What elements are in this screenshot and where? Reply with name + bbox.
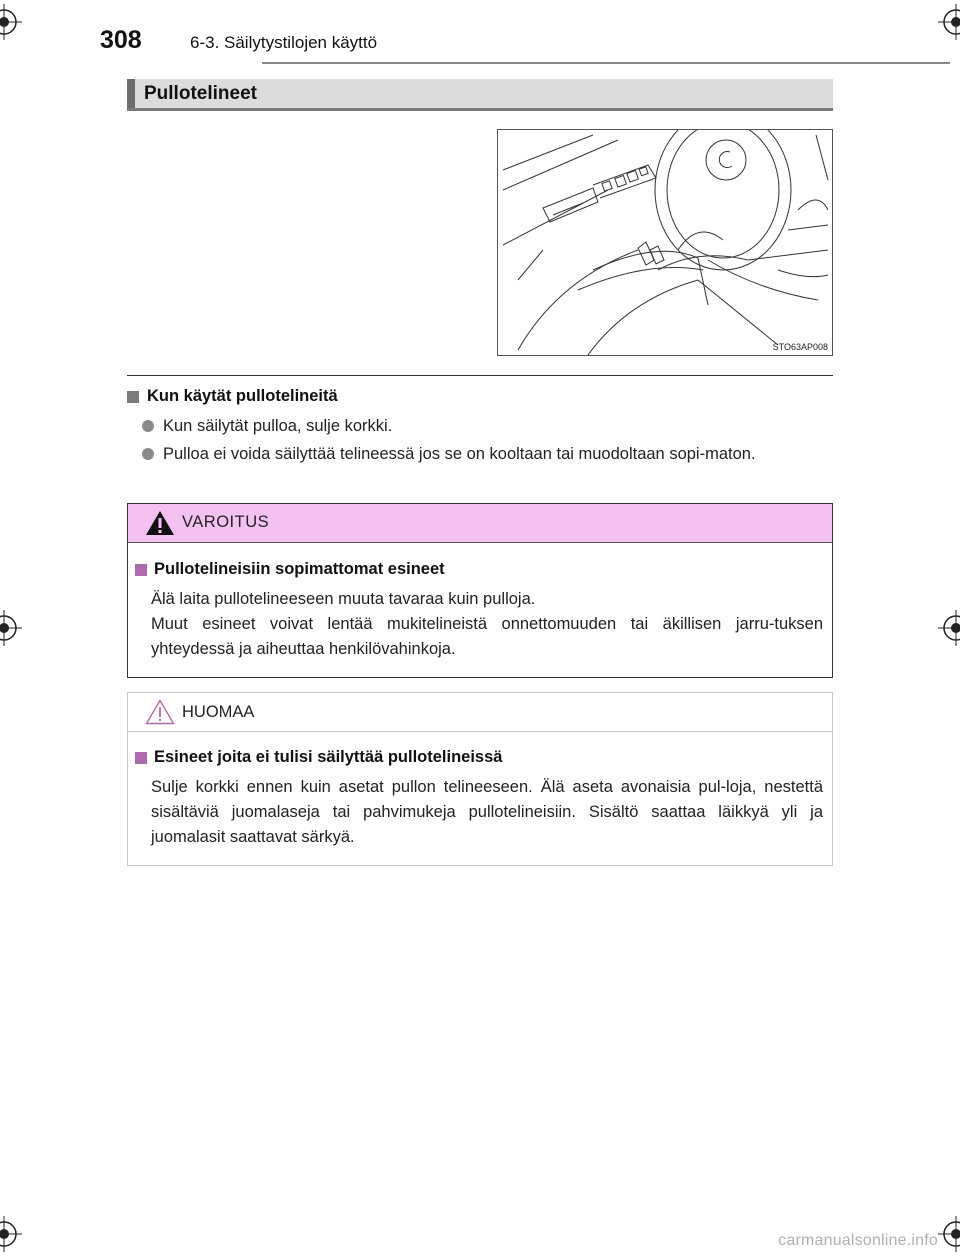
warning-triangle-icon <box>145 510 175 536</box>
notice-subheading <box>135 748 502 767</box>
car-interior-drawing <box>498 130 832 355</box>
content-divider <box>127 375 833 376</box>
notice-subheading-text: Esineet joita ei tulisi säilyttää pullotelineissä <box>154 748 503 766</box>
warning-label: VAROITUS <box>182 513 270 531</box>
registration-mark-icon <box>938 1216 960 1252</box>
notice-body: Sulje korkki ennen kuin asetat pullon telineeseen. Älä aseta avonaisia pul-loja, nestettä sisältäviä juomalaseja tai pahvimukeja pullotelineisiin. Sisältö saattaa läikkyä yli ja juomalasit saattavat särkyä. <box>151 778 823 846</box>
list-item-text: Pulloa ei voida säilyttää telineessä jos se on kooltaan tai muodoltaan sopi-maton. <box>163 445 756 463</box>
list-item-text: Kun säilytät pulloa, sulje korkki. <box>163 417 393 435</box>
warning-body <box>151 587 823 662</box>
notice-header <box>128 693 832 732</box>
usage-heading <box>127 387 338 406</box>
site-watermark: carmanualsonline.info <box>778 1232 938 1249</box>
registration-mark-icon <box>0 610 22 646</box>
section-header <box>127 79 833 111</box>
round-bullet-icon <box>142 420 154 432</box>
usage-heading-text: Kun käytät pullotelineitä <box>147 387 338 405</box>
warning-line: Muut esineet voivat lentää mukitelineistä onnettomuuden tai äkillisen jarru-tuksen yhteydessä ja aiheuttaa henkilövahinkoja. <box>151 615 823 658</box>
list-item <box>142 414 832 439</box>
caution-triangle-icon <box>145 699 175 725</box>
header-divider <box>262 62 950 64</box>
warning-box <box>127 503 833 678</box>
warning-line: Älä laita pullotelineeseen muuta tavaraa kuin pulloja. <box>151 590 536 608</box>
figure-code: STO63AP008 <box>772 342 828 352</box>
warning-subheading-text: Pullotelineisiin sopimattomat esineet <box>154 560 445 578</box>
section-title: Pullotelineet <box>144 83 257 104</box>
square-bullet-icon <box>127 391 139 403</box>
chapter-title: 6-3. Säilytystilojen käyttö <box>190 33 378 52</box>
registration-mark-icon <box>938 610 960 646</box>
notice-box <box>127 692 833 866</box>
round-bullet-icon <box>142 448 154 460</box>
square-bullet-icon <box>135 564 147 576</box>
page-number: 308 <box>100 26 142 54</box>
section-accent <box>127 79 135 108</box>
illustration <box>497 129 833 356</box>
registration-mark-icon <box>938 4 960 40</box>
list-item <box>142 442 832 467</box>
warning-subheading <box>135 560 445 579</box>
registration-mark-icon <box>0 1216 22 1252</box>
notice-label: HUOMAA <box>182 703 255 721</box>
warning-header <box>128 504 832 543</box>
registration-mark-icon <box>0 4 22 40</box>
square-bullet-icon <box>135 752 147 764</box>
